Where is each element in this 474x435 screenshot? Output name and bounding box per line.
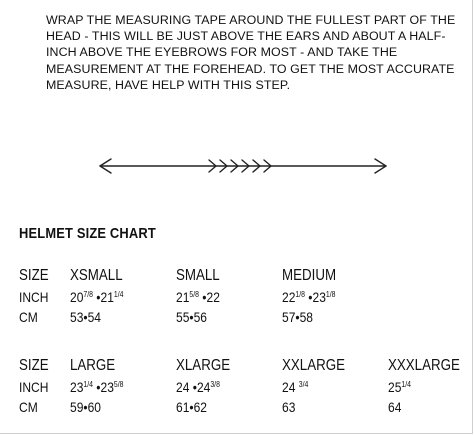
value-text: 63: [282, 399, 296, 415]
value-text: 64: [388, 399, 402, 415]
value-text: 57•58: [282, 309, 314, 325]
measurement-value: [70, 309, 101, 325]
size-measure-row: [19, 379, 469, 399]
size-measure-row: [19, 399, 469, 419]
measurement-value: [70, 399, 101, 415]
size-name: LARGE: [70, 357, 116, 374]
fraction-superscript: 1/8: [295, 290, 305, 299]
measurement-value: [176, 289, 220, 305]
fraction-superscript: 5/8: [189, 290, 199, 299]
fraction-superscript: 7/8: [83, 290, 93, 299]
value-text: 53•54: [70, 309, 102, 325]
value-text: •22: [198, 289, 220, 305]
value-text: •23: [304, 289, 326, 305]
size-row-label: SIZE: [19, 357, 49, 374]
size-name: XXXLARGE: [388, 357, 460, 374]
measurement-value: [176, 399, 207, 415]
value-text: 22: [282, 289, 296, 305]
double-headed-arrow-icon: [97, 154, 389, 178]
helmet-size-chart-title: HELMET SIZE CHART: [19, 225, 156, 242]
value-text: 24 •24: [176, 379, 211, 395]
measurement-value: [70, 289, 123, 305]
size-header-row: [19, 357, 469, 379]
unit-label: CM: [19, 399, 38, 415]
unit-label: INCH: [19, 379, 49, 395]
measurement-value: [282, 379, 308, 395]
value-text: •23: [92, 379, 114, 395]
value-text: 25: [388, 379, 402, 395]
measurement-value: [388, 379, 411, 395]
measurement-value: [388, 399, 401, 415]
size-table-small-sizes: [19, 267, 469, 329]
size-name: MEDIUM: [282, 267, 337, 284]
size-name: XLARGE: [176, 357, 231, 374]
unit-label: CM: [19, 309, 38, 325]
measurement-value: [70, 379, 123, 395]
value-text: 23: [70, 379, 84, 395]
fraction-superscript: 1/4: [83, 380, 93, 389]
measurement-value: [176, 379, 220, 395]
size-name: SMALL: [176, 267, 220, 284]
size-name: XXLARGE: [282, 357, 345, 374]
fraction-superscript: 1/4: [401, 380, 411, 389]
fraction-superscript: 5/8: [113, 380, 124, 389]
unit-label: INCH: [19, 289, 49, 305]
fraction-superscript: 1/8: [325, 290, 336, 299]
value-text: 55•56: [176, 309, 208, 325]
value-text: 61•62: [176, 399, 208, 415]
value-text: 21: [176, 289, 190, 305]
measurement-value: [176, 309, 207, 325]
size-measure-row: [19, 289, 469, 309]
size-header-row: [19, 267, 469, 289]
measurement-value: [282, 399, 295, 415]
size-name: XSMALL: [70, 267, 123, 284]
size-table-large-sizes: [19, 357, 469, 419]
measuring-instructions: WRAP THE MEASURING TAPE AROUND THE FULLEST PART OF THE HEAD - THIS WILL BE JUST ABOVE THE EARS AND ABOUT A HALF-INCH ABOVE THE EYEBROWS FOR MOST - AND TAKE THE MEASUREMENT AT THE FOREHEAD. TO GET THE MOST ACCURATE MEASURE, HAVE HELP WITH THIS STEP.: [46, 13, 456, 92]
fraction-superscript: 3/8: [210, 380, 220, 389]
value-text: 24: [282, 379, 299, 395]
measurement-value: [282, 289, 335, 305]
fraction-superscript: 3/4: [298, 380, 309, 389]
size-row-label: SIZE: [19, 267, 49, 284]
value-text: •21: [92, 289, 114, 305]
value-text: 59•60: [70, 399, 102, 415]
size-measure-row: [19, 309, 469, 329]
measurement-value: [282, 309, 313, 325]
value-text: 20: [70, 289, 84, 305]
fraction-superscript: 1/4: [113, 290, 124, 299]
